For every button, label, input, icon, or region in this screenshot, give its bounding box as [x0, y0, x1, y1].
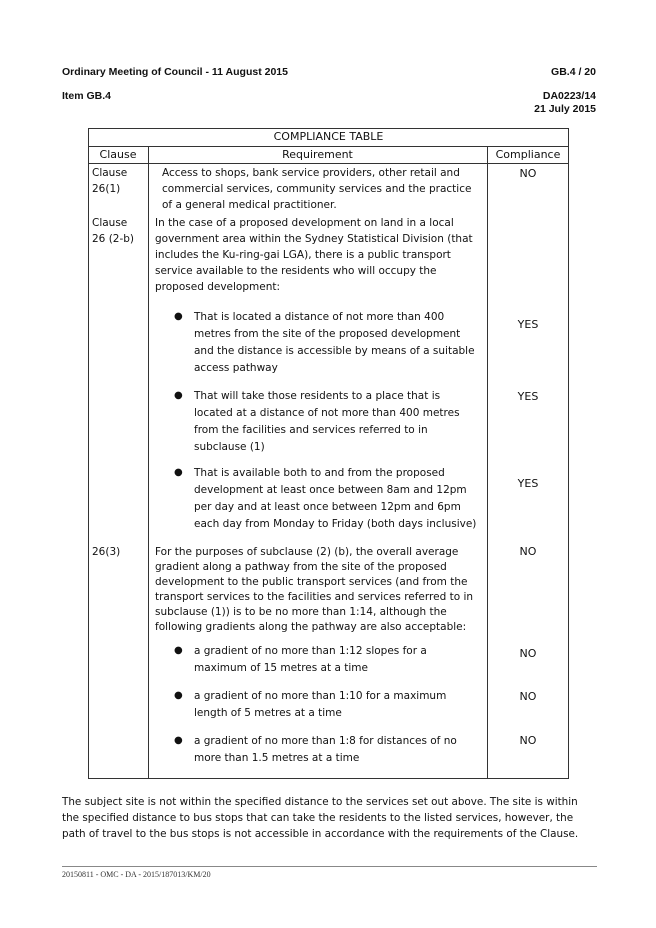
column-divider	[148, 146, 149, 779]
requirement-text: government area within the Sydney Statistical Division (that	[155, 233, 473, 245]
bullet-text: access pathway	[194, 362, 278, 374]
requirement-text: commercial services, community services and the practice	[162, 183, 472, 195]
compliance-value: NO	[519, 734, 537, 747]
bullet-text: more than 1.5 metres at a time	[194, 752, 360, 764]
bullet-icon: ●	[174, 311, 183, 322]
clause-label: 26 (2-b)	[92, 233, 135, 245]
requirement-text: following gradients along the pathway are also acceptable:	[155, 621, 467, 633]
compliance-value: NO	[519, 167, 537, 180]
summary-text: path of travel to the bus stops is not accessible in accordance with the requirements of the Clause.	[62, 828, 579, 840]
bullet-icon: ●	[174, 735, 183, 746]
bullet-text: length of 5 metres at a time	[194, 707, 342, 719]
bullet-text: That will take those residents to a place that is	[194, 390, 441, 402]
bullet-icon: ●	[174, 467, 183, 478]
compliance-value: NO	[519, 545, 537, 558]
bullet-text: each day from Monday to Friday (both days inclusive)	[194, 518, 477, 530]
column-divider	[487, 146, 488, 779]
table-divider	[88, 146, 569, 147]
clause-label: Clause	[92, 217, 128, 229]
bullet-text: metres from the site of the proposed development	[194, 328, 461, 340]
compliance-value: YES	[517, 390, 539, 403]
footer-reference: 20150811 - OMC - DA - 2015/187013/KM/20	[62, 870, 211, 879]
summary-text: The subject site is not within the specified distance to the services set out above. The site is within	[62, 796, 578, 808]
clause-label: Clause	[92, 167, 128, 179]
requirement-text: service available to the residents who will occupy the	[155, 265, 437, 277]
bullet-icon: ●	[174, 690, 183, 701]
footer-divider	[62, 866, 597, 867]
header-requirement: Requirement	[282, 148, 353, 161]
requirement-text: development to the public transport services (and from the	[155, 576, 468, 588]
requirement-text: of a general medical practitioner.	[162, 199, 337, 211]
requirement-text: gradient along a pathway from the site of the proposed	[155, 561, 447, 573]
page-reference: GB.4 / 20	[551, 66, 596, 78]
compliance-value: NO	[519, 690, 537, 703]
da-number: DA0223/14	[542, 90, 596, 102]
bullet-text: and the distance is accessible by means of a suitable	[194, 345, 475, 357]
item-number: Item GB.4	[62, 90, 112, 102]
bullet-text: from the facilities and services referred to in	[194, 424, 428, 436]
clause-label: 26(1)	[92, 183, 121, 195]
requirement-text: For the purposes of subclause (2) (b), the overall average	[155, 546, 459, 558]
meeting-title: Ordinary Meeting of Council - 11 August 2015	[62, 66, 288, 78]
bullet-icon: ●	[174, 390, 183, 401]
requirement-text: includes the Ku-ring-gai LGA), there is a public transport	[155, 249, 451, 261]
bullet-text: maximum of 15 metres at a time	[194, 662, 368, 674]
requirement-text: Access to shops, bank service providers, other retail and	[162, 167, 460, 179]
requirement-text: proposed development:	[155, 281, 281, 293]
bullet-text: That is located a distance of not more than 400	[194, 311, 445, 323]
clause-label: 26(3)	[92, 546, 121, 558]
bullet-text: per day and at least once between 12pm and 6pm	[194, 501, 461, 513]
bullet-text: That is available both to and from the proposed	[194, 467, 445, 479]
report-date: 21 July 2015	[534, 103, 596, 115]
bullet-text: a gradient of no more than 1:12 slopes for a	[194, 645, 427, 657]
bullet-icon: ●	[174, 645, 183, 656]
summary-text: the specified distance to bus stops that can take the residents to the listed services, however, the	[62, 812, 574, 824]
requirement-text: In the case of a proposed development on land in a local	[155, 217, 454, 229]
requirement-text: subclause (1)) is to be no more than 1:14, although the	[155, 606, 447, 618]
header-clause: Clause	[99, 148, 137, 161]
bullet-text: subclause (1)	[194, 441, 265, 453]
header-compliance: Compliance	[495, 148, 561, 161]
table-title: COMPLIANCE TABLE	[273, 130, 384, 143]
compliance-value: YES	[517, 477, 539, 490]
requirement-text: transport services to the facilities and services referred to in	[155, 591, 474, 603]
bullet-text: development at least once between 8am and 12pm	[194, 484, 467, 496]
bullet-text: a gradient of no more than 1:10 for a maximum	[194, 690, 447, 702]
compliance-value: YES	[517, 318, 539, 331]
bullet-text: located at a distance of not more than 400 metres	[194, 407, 460, 419]
compliance-value: NO	[519, 647, 537, 660]
table-divider	[88, 163, 569, 164]
bullet-text: a gradient of no more than 1:8 for distances of no	[194, 735, 457, 747]
